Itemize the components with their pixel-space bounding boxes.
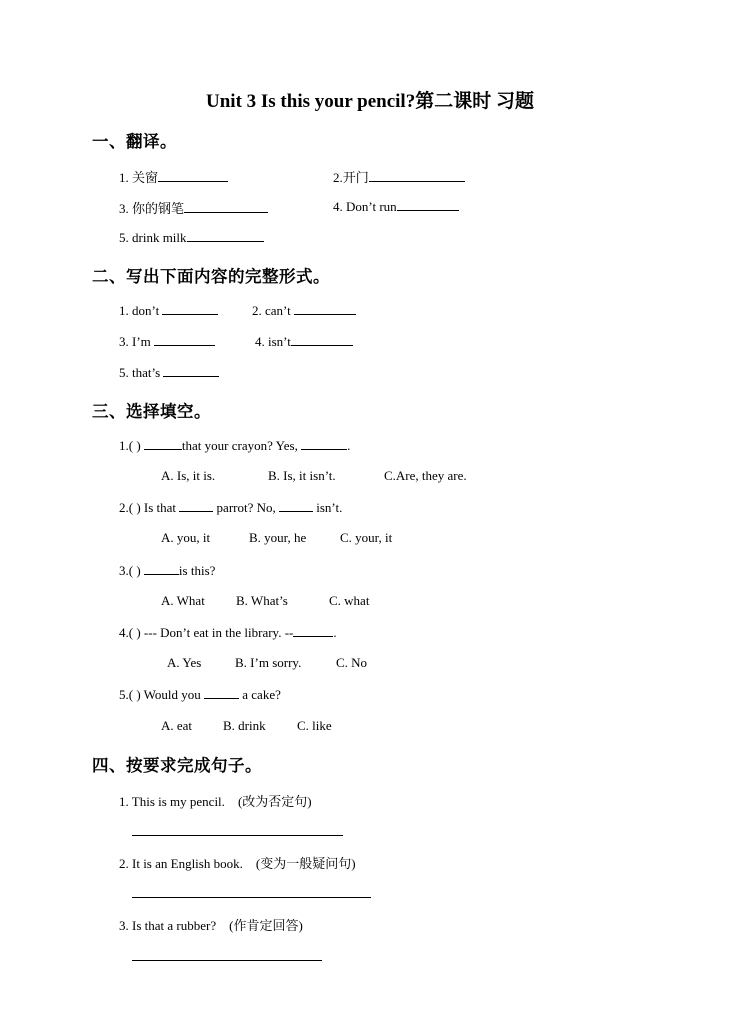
full-form-item-3: 3. I’m: [119, 333, 215, 350]
choice-5-option-c[interactable]: C. like: [297, 718, 332, 733]
choice-5-option-b[interactable]: B. drink: [223, 718, 266, 733]
translate-item-4: 4. Don’t run: [333, 198, 459, 215]
answer-blank[interactable]: [187, 229, 264, 242]
answer-blank[interactable]: [397, 198, 459, 211]
choice-question-4: 4.( ) --- Don’t eat in the library. -- .: [119, 625, 337, 640]
choice-question-2: 2.( ) Is that parrot? No, isn’t.: [119, 500, 343, 515]
choice-1-option-a[interactable]: A. Is, it is.: [161, 468, 216, 483]
translate-item-3: 3. 你的钢笔: [119, 198, 268, 217]
choice-3-option-a[interactable]: A. What: [161, 593, 205, 608]
answer-line-2[interactable]: [132, 897, 371, 898]
choice-3-option-c[interactable]: C. what: [329, 593, 370, 608]
answer-blank[interactable]: [179, 499, 213, 512]
answer-blank[interactable]: [301, 437, 347, 450]
choice-3-option-b[interactable]: B. What’s: [236, 593, 288, 608]
full-form-item-4: 4. isn’t: [255, 333, 353, 350]
answer-blank[interactable]: [163, 364, 219, 377]
choice-2-option-b[interactable]: B. your, he: [249, 530, 307, 545]
choice-4-option-a[interactable]: A. Yes: [167, 655, 202, 670]
section-4-heading: 四、按要求完成句子。: [92, 756, 262, 775]
choice-question-5: 5.( ) Would you a cake?: [119, 687, 281, 702]
full-form-item-2: 2. can’t: [252, 302, 356, 319]
choice-4-option-c[interactable]: C. No: [336, 655, 368, 670]
answer-blank[interactable]: [154, 333, 215, 346]
rewrite-item-2: 2. It is an English book. (变为一般疑问句): [119, 856, 356, 871]
page-title: Unit 3 Is this your pencil?第二课时 习题: [206, 91, 534, 112]
full-form-item-1: 1. don’t: [119, 302, 218, 319]
choice-1-option-b[interactable]: B. Is, it isn’t.: [268, 468, 336, 483]
answer-blank[interactable]: [294, 302, 356, 315]
section-1-heading: 一、翻译。: [92, 132, 177, 151]
answer-blank[interactable]: [293, 624, 333, 637]
answer-blank[interactable]: [184, 200, 268, 213]
answer-line-1[interactable]: [132, 835, 343, 836]
choice-question-3: 3.( ) is this?: [119, 563, 216, 578]
answer-blank[interactable]: [369, 169, 465, 182]
answer-blank[interactable]: [162, 302, 218, 315]
answer-blank[interactable]: [144, 562, 179, 575]
choice-1-option-c[interactable]: C.Are, they are.: [384, 468, 467, 483]
choice-4-option-b[interactable]: B. I’m sorry.: [235, 655, 302, 670]
section-3-heading: 三、选择填空。: [92, 402, 211, 421]
answer-line-3[interactable]: [132, 960, 322, 961]
choice-5-option-a[interactable]: A. eat: [161, 718, 193, 733]
section-2-heading: 二、写出下面内容的完整形式。: [92, 267, 330, 286]
answer-blank[interactable]: [291, 333, 353, 346]
translate-item-5: 5. drink milk: [119, 229, 264, 246]
choice-2-option-c[interactable]: C. your, it: [340, 530, 393, 545]
rewrite-item-1: 1. This is my pencil. (改为否定句): [119, 794, 312, 809]
translate-item-2: 2.开门: [333, 167, 465, 186]
translate-item-1: 1. 关窗: [119, 167, 228, 186]
answer-blank[interactable]: [279, 499, 313, 512]
answer-blank[interactable]: [158, 169, 228, 182]
full-form-item-5: 5. that’s: [119, 364, 219, 381]
choice-2-option-a[interactable]: A. you, it: [161, 530, 211, 545]
answer-blank[interactable]: [144, 437, 182, 450]
answer-blank[interactable]: [204, 686, 239, 699]
rewrite-item-3: 3. Is that a rubber? (作肯定回答): [119, 918, 303, 933]
choice-question-1: 1.( ) that your crayon? Yes, .: [119, 438, 351, 453]
